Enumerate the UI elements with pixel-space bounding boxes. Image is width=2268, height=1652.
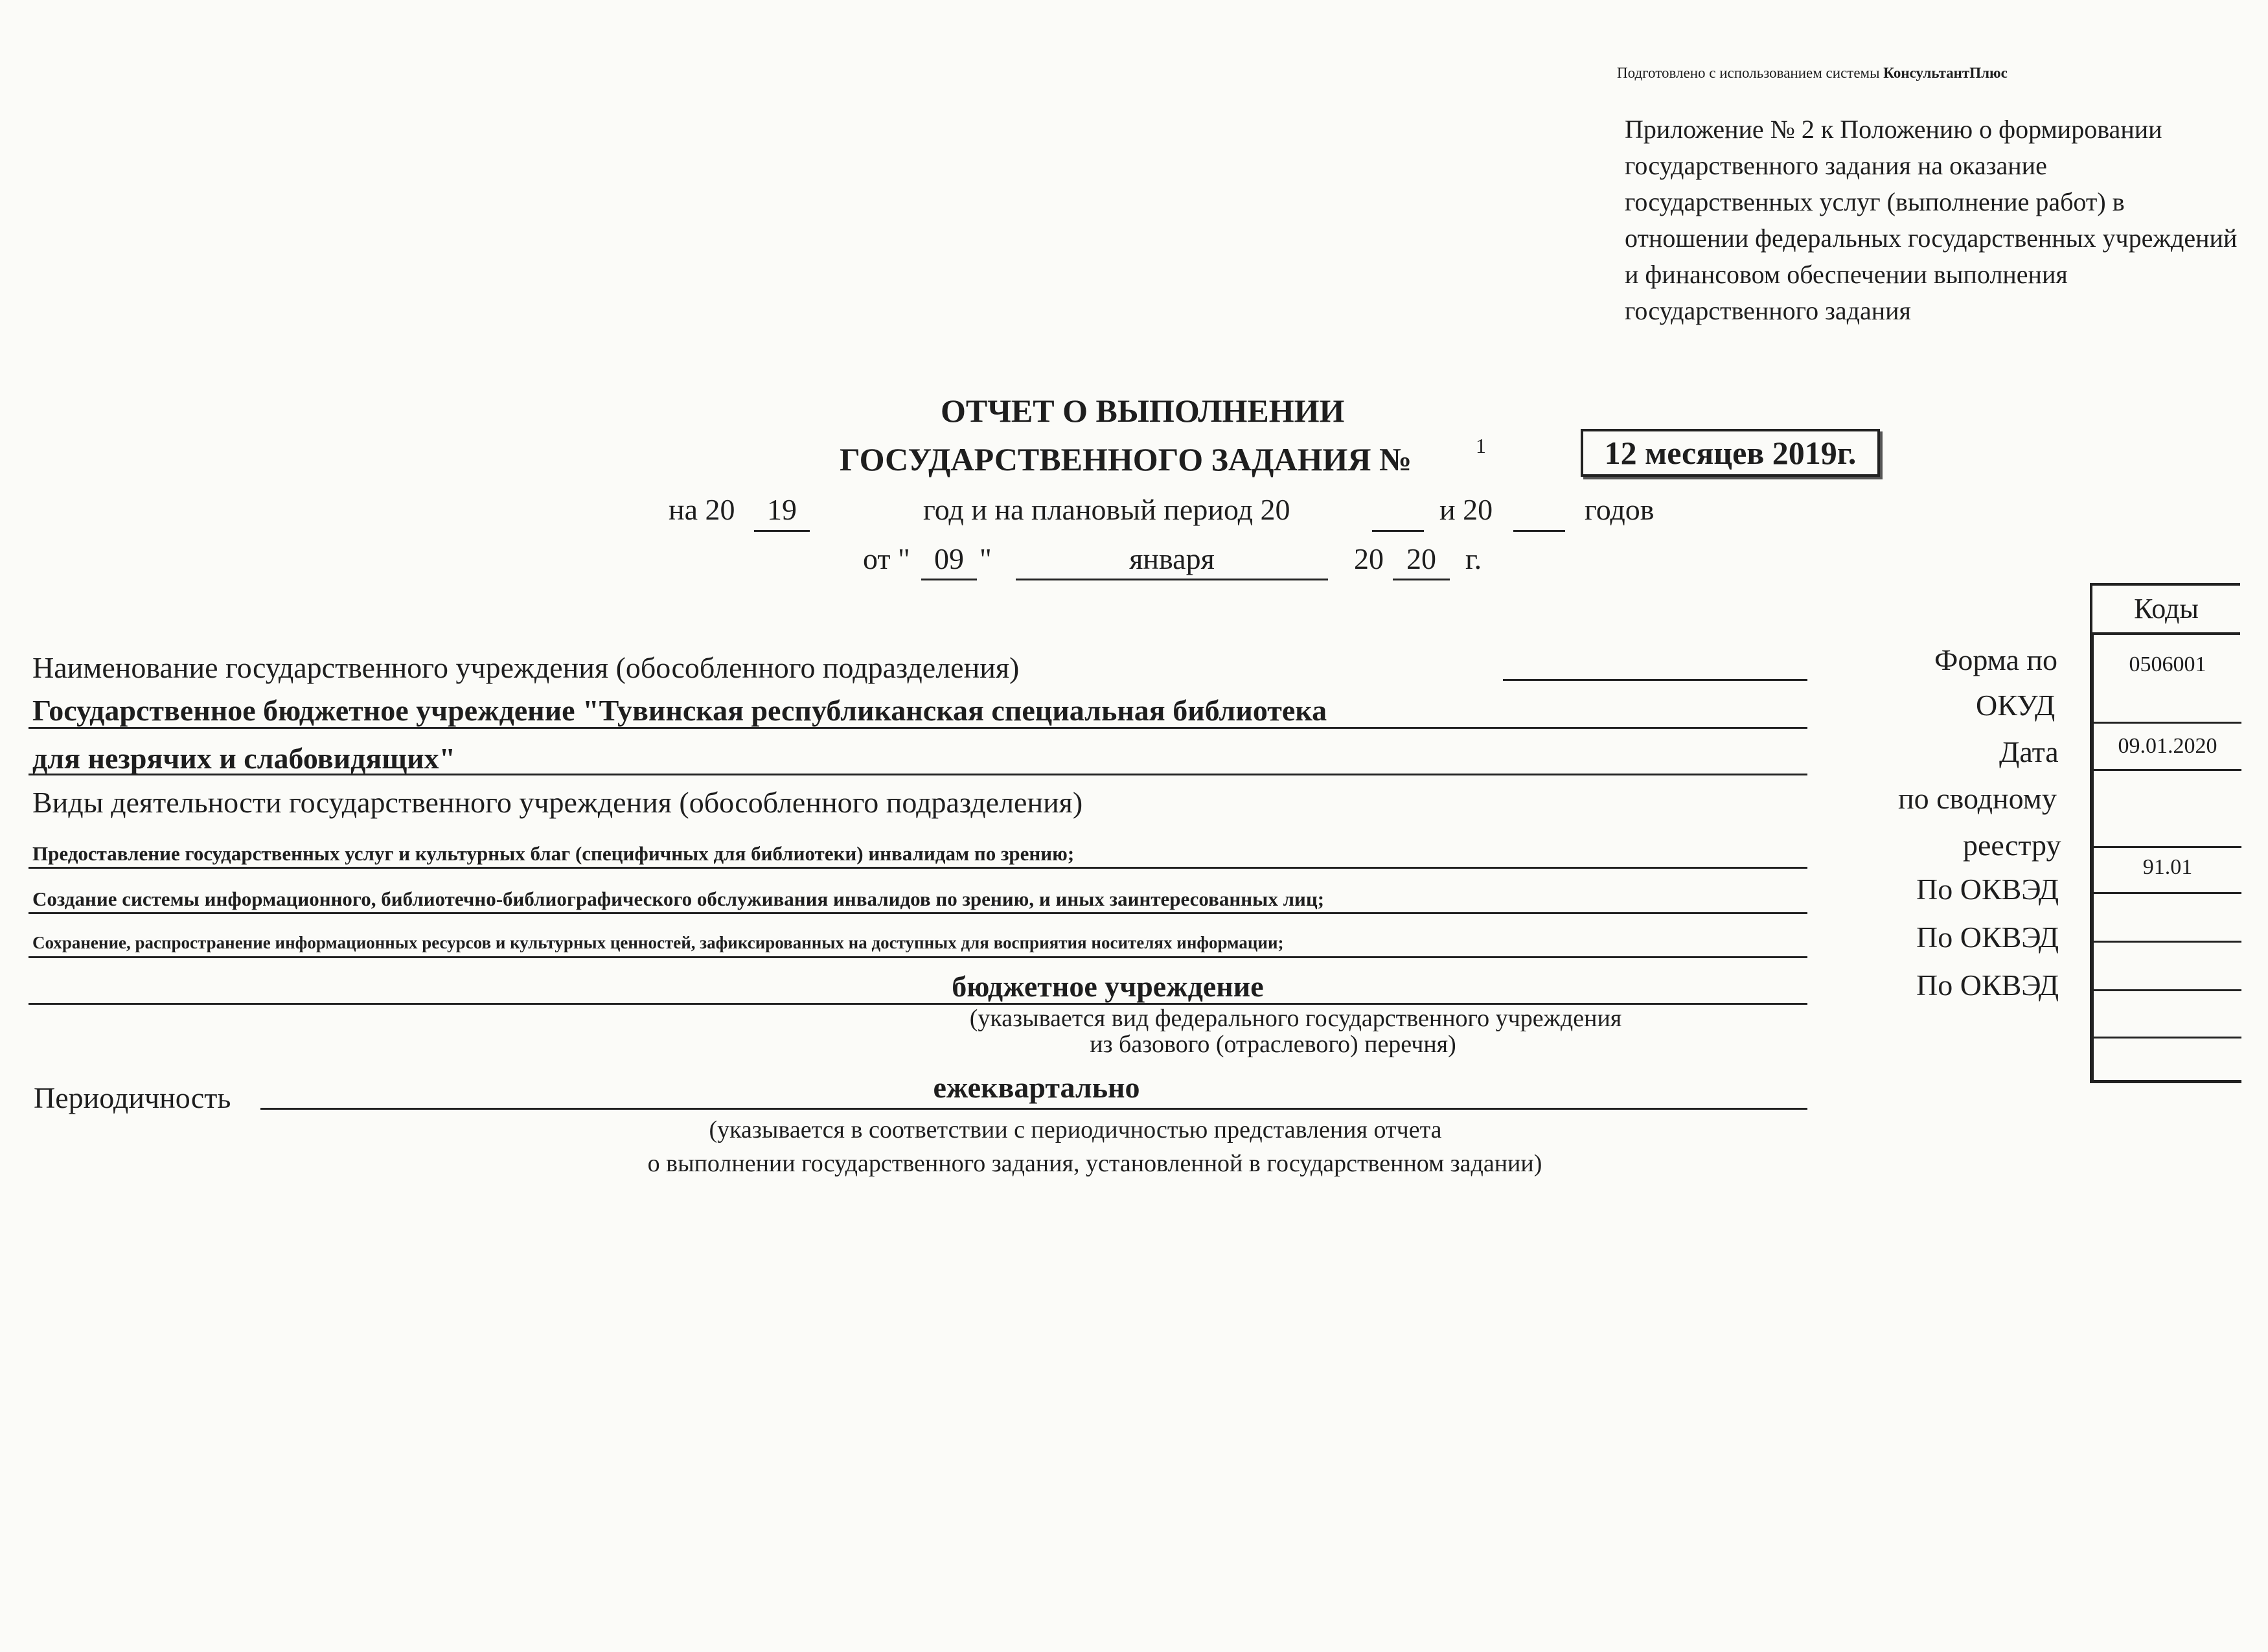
- report-title-line2: ГОСУДАРСТВЕННОГО ЗАДАНИЯ №: [840, 441, 1412, 477]
- code-label-okud: ОКУД: [1976, 689, 2056, 722]
- date-from-label: от ": [863, 542, 910, 575]
- activity-label: Виды деятельности государственного учреждения (обособленного подразделения): [32, 786, 1083, 819]
- periodicity-label: Периодичность: [34, 1081, 231, 1114]
- date-century: 20: [1354, 542, 1384, 575]
- institution-type-note2: из базового (отраслевого) перечня): [1090, 1031, 1456, 1058]
- activity-underline: [29, 867, 1807, 869]
- periodicity-note1: (указывается в соответствии с периодичностью представления отчета: [709, 1116, 1442, 1143]
- institution-name-line1: Государственное бюджетное учреждение "Тувинская республиканская специальная библиотека: [32, 694, 1327, 727]
- activity-underline: [29, 912, 1807, 914]
- report-year: 19: [767, 493, 797, 526]
- code-date: 09.01.2020: [2090, 724, 2241, 771]
- institution-type: бюджетное учреждение: [952, 970, 1264, 1003]
- date-g: г.: [1465, 542, 1482, 575]
- planning-year2-underline: [1513, 530, 1565, 532]
- date-day-underline: [921, 579, 977, 580]
- code-label-okved-2: По ОКВЭД: [1916, 921, 2059, 954]
- period-prefix: на 20: [669, 493, 735, 526]
- appendix-note: Приложение № 2 к Положению о формировании государственного задания на оказание государственных услуг (выполнение работ) в отношении федеральных государственных учреждений и финансовом обеспечении выполнения государственного задания: [1625, 115, 2238, 325]
- date-month: января: [1129, 542, 1215, 575]
- code-okved-2: [2090, 894, 2241, 943]
- activity-item: Предоставление государственных услуг и культурных благ (специфичных для библиотеки) инвалидам по зрению;: [32, 842, 1075, 865]
- periodicity-underline: [260, 1108, 1807, 1110]
- institution-label: Наименование государственного учреждения (обособленного подразделения): [32, 651, 1020, 684]
- report-title-line1: ОТЧЕТ О ВЫПОЛНЕНИИ: [941, 393, 1345, 429]
- institution-name-underline2: [29, 774, 1807, 775]
- code-label-registry1: по сводному: [1898, 782, 2057, 815]
- activity-item: Сохранение, распространение информационных ресурсов и культурных ценностей, зафиксированных на доступных для восприятия носителях информации;: [32, 933, 1284, 952]
- code-okved-1: 91.01: [2090, 848, 2241, 894]
- date-close-quote: ": [979, 542, 992, 575]
- code-extra-2: [2090, 1038, 2241, 1083]
- institution-label-underline: [1503, 679, 1807, 681]
- date-day: 09: [934, 542, 964, 575]
- code-label-okved-1: По ОКВЭД: [1916, 873, 2059, 906]
- report-period-box: 12 месяцев 2019г.: [1581, 429, 1880, 477]
- years-suffix: годов: [1585, 493, 1655, 526]
- code-label-form: Форма по: [1934, 643, 2057, 676]
- planning-period-text: год и на плановый период 20: [923, 493, 1290, 526]
- periodicity-value: ежеквартально: [933, 1071, 1140, 1104]
- consultant-plus-note: Подготовлено с использованием системы КонсультантПлюс: [1617, 65, 2008, 81]
- date-year-underline: [1393, 579, 1450, 580]
- consultant-plus-brand: КонсультантПлюс: [1883, 65, 2008, 81]
- date-year: 20: [1406, 542, 1436, 575]
- code-okud: 0506001: [2090, 632, 2241, 724]
- title-footnote-mark: 1: [1476, 434, 1486, 457]
- code-registry: [2090, 771, 2241, 848]
- code-extra-1: [2090, 991, 2241, 1038]
- code-okved-3: [2090, 943, 2241, 991]
- activity-underline: [29, 956, 1807, 958]
- activity-item: Создание системы информационного, библиотечно-библиографического обслуживания инвалидов по зрению, и иных заинтересованных лиц;: [32, 888, 1325, 910]
- date-month-underline: [1016, 579, 1328, 580]
- institution-name-underline1: [29, 727, 1807, 729]
- code-label-registry2: реестру: [1963, 829, 2061, 862]
- institution-type-note1: (указывается вид федерального государственного учреждения: [969, 1005, 1622, 1032]
- periodicity-note2: о выполнении государственного задания, установленной в государственном задании): [647, 1150, 1542, 1177]
- codes-header: Коды: [2090, 583, 2240, 635]
- planning-year1-underline: [1372, 530, 1424, 532]
- code-label-date: Дата: [1999, 735, 2059, 768]
- institution-name-line2: для незрячих и слабовидящих": [32, 742, 456, 775]
- report-year-underline: [754, 530, 810, 532]
- planning-and-text: и 20: [1439, 493, 1493, 526]
- code-label-okved-3: По ОКВЭД: [1916, 969, 2059, 1002]
